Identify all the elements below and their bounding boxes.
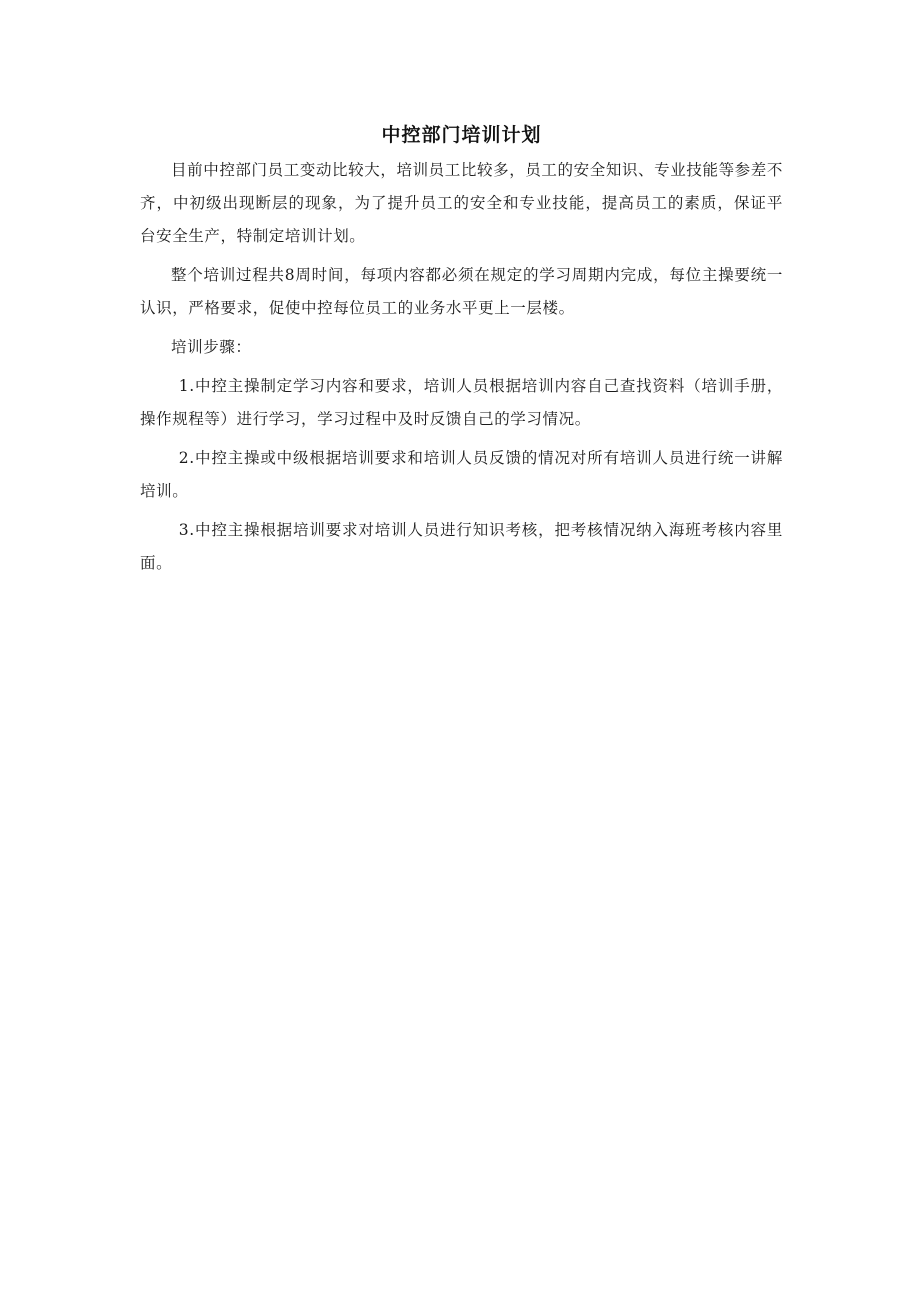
step-3: 3.中控主操根据培训要求对培训人员进行知识考核，把考核情况纳入海班考核内容里面。 (140, 521, 783, 572)
document-body (140, 120, 783, 586)
step-2: 2.中控主操或中级根据培训要求和培训人员反馈的情况对所有培训人员进行统一讲解培训。 (140, 449, 783, 500)
intro-paragraph: 目前中控部门员工变动比较大，培训员工比较多，员工的安全知识、专业技能等参差不齐，中初级出现断层的现象，为了提升员工的安全和专业技能，提高员工的素质，保证平台安全生产，特制定培训计划。 (140, 161, 783, 245)
steps-heading: 培训步骤： (171, 338, 252, 356)
step-1: 1.中控主操制定学习内容和要求，培训人员根据培训内容自己查找资料（培训手册，操作规程等）进行学习，学习过程中及时反馈自己的学习情况。 (140, 377, 783, 428)
duration-paragraph: 整个培训过程共8周时间，每项内容都必须在规定的学习周期内完成，每位主操要统一认识，严格要求，促使中控每位员工的业务水平更上一层楼。 (140, 266, 783, 317)
document-title: 中控部门培训计划 (381, 124, 542, 146)
